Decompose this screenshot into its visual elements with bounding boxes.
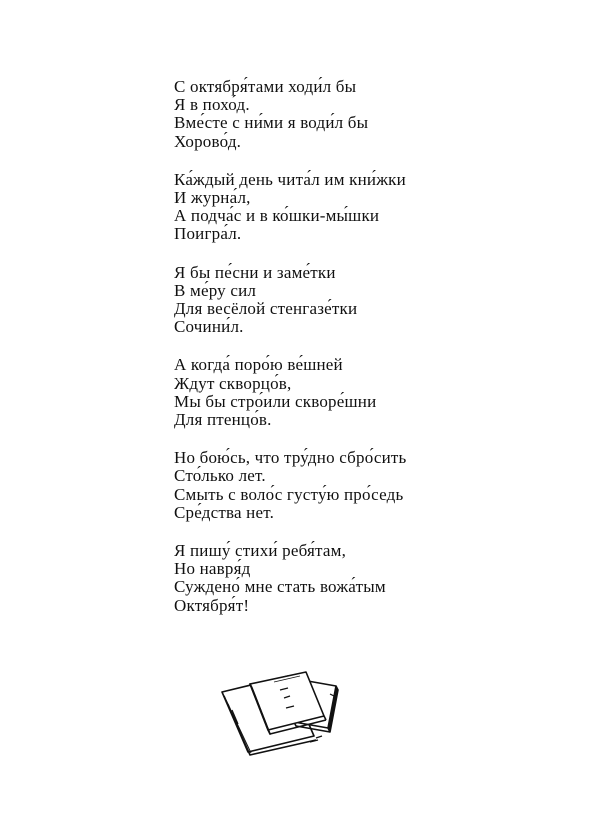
poem-line: Сто́лько лет. [174,466,266,486]
poem-line: Смыть с воло́с густу́ю про́седь [174,484,404,504]
poem-line: Вме́сте с ни́ми я води́л бы [174,113,369,133]
poem-line: Хорово́д. [174,131,242,151]
poem-line: Для весёлой стенгазе́тки [174,299,358,319]
poem-line: В ме́ру сил [174,280,257,300]
poem-line: Ка́ждый день чита́л им кни́жки [174,169,406,189]
stanza-5 [174,449,474,522]
poem-line: Сочини́л. [174,317,244,337]
poem-line: Я в похо́д. [174,95,250,115]
poem-line: С октября́тами ходи́л бы [174,77,357,96]
poem-line: Я пишу́ стихи́ ребя́там, [174,541,347,561]
poem-line: Поигра́л. [174,224,242,244]
poem-line: Для птенцо́в. [174,410,272,430]
poem-line: Суждено́ мне стать вожа́тым [174,577,386,597]
stanza-6 [174,542,474,615]
books-stack-icon [214,660,346,756]
poem-line: Ждут скворцо́в, [174,373,292,393]
poem [174,78,474,635]
stanza-1 [174,78,474,151]
poem-line: Но бою́сь, что тру́дно сбро́сить [174,448,407,468]
poem-line: Сре́дства нет. [174,502,275,522]
stanza-2 [174,171,474,244]
poem-line: А подча́с и в ко́шки-мы́шки [174,206,380,226]
poem-line: Я бы пе́сни и заме́тки [174,262,336,282]
poem-line: Но навря́д [174,559,251,579]
stanza-4 [174,356,474,429]
poem-line: Мы бы стро́или скворе́шни [174,391,377,411]
poem-line: Октября́т! [174,595,250,615]
stanza-3 [174,264,474,337]
poem-line: А когда́ поро́ю ве́шней [174,355,343,375]
poem-line: И журна́л, [174,188,251,208]
